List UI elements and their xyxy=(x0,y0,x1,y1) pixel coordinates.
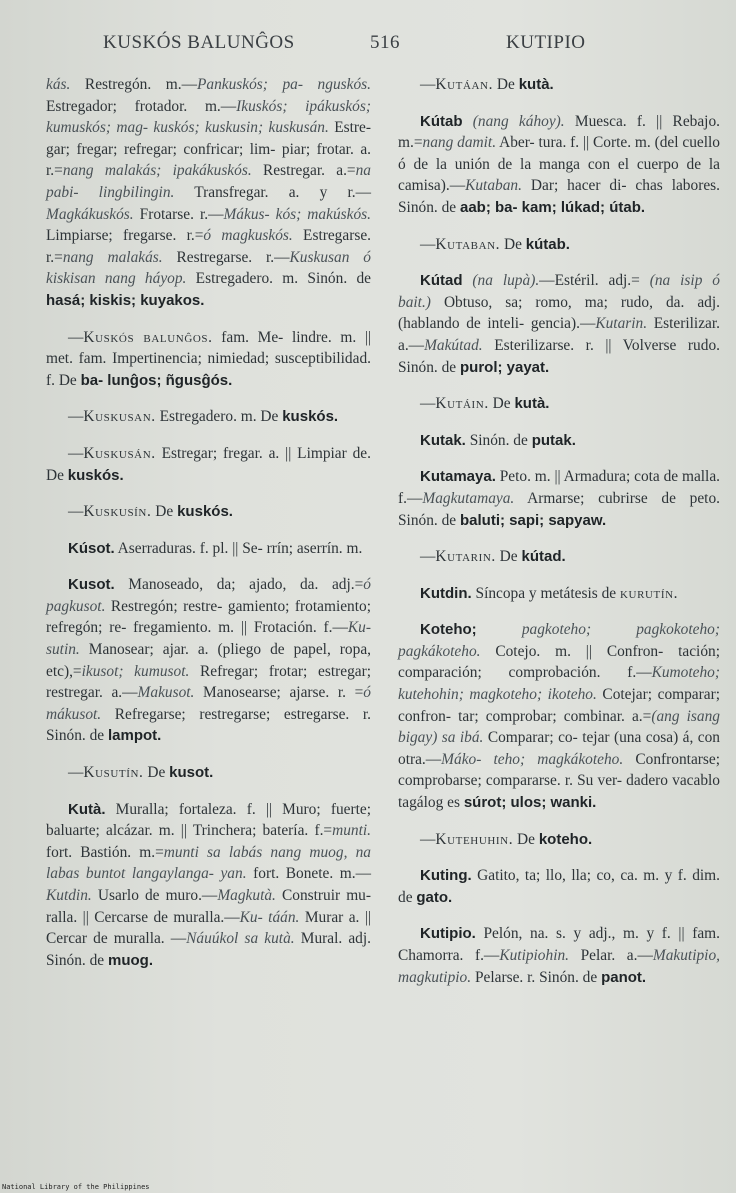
entry-kuta: Kutà. Muralla; fortaleza. f. || Muro; fuerte; baluarte; alcázar. m. || Trinchera; batería. f.=munti. fort. Bastión. m.=munti sa labás nang muog, na labas buntot langaylanga- yan. fort. Bonete. m.—Kutdin. Usarlo de muro.—Magkutà. Construir mu- ralla. || Cercarse de muralla.—Ku- táán. Murar a. || Cercar de muralla. —Náuúkol sa kutà. Mural. adj. Sinón. de muog. xyxy=(46,800,372,969)
entry-kutaan: —Kutáan. De kutà. xyxy=(420,76,554,93)
header-left-guideword: KUSKÓS BALUNĜOS xyxy=(103,32,295,53)
entry-kuskusan: —Kuskusan. Estregadero. m. De kuskós. xyxy=(68,408,339,426)
entry-kuskos-balungos: —Kuskós balunĝos. fam. Me- lindre. m. || met. fam. Impertinencia; nimiedad; susceptibilidad. f. De ba- lunĝos; ñgusĝós. xyxy=(46,328,371,389)
entry-koteho: Koteho; pagkoteho; pagkokoteho; pagkákoteho. Cotejo. m. || Confron- tación; comparación; comprobación. f.—Kumoteho; kutehohin; magkoteho; ikoteho. Cotejar; comparar; confron- tar; comprobar; combinar. a.=(ang isang bigay) sa ibá. Comparar; co- tejar (una cosa) á, con otra.—Máko- teho; magkákoteho. Confrontarse; comprobarse; compararse. r. Su ver- dadero vacablo tagálog es súrot; ulos; wanki. xyxy=(398,621,720,812)
entry-kutak: Kutak. Sinón. de putak. xyxy=(420,431,576,449)
header-right-guideword: KUTIPIO xyxy=(506,32,586,53)
entry-kutab: Kútab (nang káhoy). Muesca. f. || Rebajo. m.=nang damit. Aber- tura. f. || Corte. m. (del cuello ó de la unión de la manga con el cuerpo de la camisa).—Kutaban. Dar; hacer di- chas labores. Sinón. de aab; ba- kam; lúkad; útab. xyxy=(398,112,720,216)
entry-kuting: Kuting. Gatito, ta; llo, lla; co, ca. m. y f. dim. de gato. xyxy=(398,867,720,906)
entry-kutehuhin: —Kutehuhin. De koteho. xyxy=(420,830,593,848)
library-credit: National Library of the Philippines xyxy=(2,1183,150,1191)
entry-kusot: Kusot. Manoseado, da; ajado, da. adj.=ó pagkusot. Restregón; restre- gamiento; frotamiento; refregón; re- fregamiento. m. || Frotación. f.—Ku- sutin. Manosear; ajar. a. (pliego de papel, ropa, etc),=ikusot; kumusot. Refregar; frotar; estregar; restregar. a.—Makusot. Manosearse; ajarse. r. =ó mákusot. Refregarse; restregarse; estregarse. r. Sinón. de lampot. xyxy=(46,576,371,745)
entry-kutarin: —Kutarin. De kútad. xyxy=(420,548,566,566)
entry-kutaban: —Kutaban. De kútab. xyxy=(420,235,570,253)
entry-kutamaya: Kutamaya. Peto. m. || Armadura; cota de malla. f.—Magkutamaya. Armarse; cubrirse de peto. Sinón. de baluti; sapi; sapyaw. xyxy=(398,468,721,529)
entry-kuskusin: —Kuskusín. De kuskós. xyxy=(68,503,233,521)
entry-kutain: —Kutáin. De kutà. xyxy=(420,395,550,413)
entry-kusutin: —Kusutín. De kusot. xyxy=(68,764,214,782)
entry-kutipio: Kutipio. Pelón, na. s. y adj., m. y f. || fam. Chamorra. f.—Kutipiohin. Pelar. a.—Makutipio, magkutipio. Pelarse. r. Sinón. de panot. xyxy=(398,925,720,986)
entry-kuskos-continued: kás. Restregón. m.—Pankuskós; pa- nguskós. Estregador; frotador. m.—Ikuskós; ipákuskós; kumuskós; mag- kuskós; kuskusin; kuskusán. Estre- gar; fregar; refregar; confricar; lim- piar; frotar. a. r.=nang malakás; ipakákuskós. Restregar. a.=na pabi- lingbilingin. Transfregar. a. y r.—Magkákuskós. Frotarse. r.—Mákus- kós; makúskós. Limpiarse; fregarse. r.=ó magkuskós. Estregarse. r.=nang malakás. Restregarse. r.—Kuskusan ó kiskisan nang háyop. Estregadero. m. Sinón. de hasá; kiskis; kuyakos. xyxy=(46,76,372,309)
right-column xyxy=(398,74,720,1003)
entry-kusot-accented: Kúsot. Aserraduras. f. pl. || Se- rrín; aserrín. m. xyxy=(68,539,363,557)
page-number: 516 xyxy=(370,32,400,53)
left-column xyxy=(46,74,371,986)
running-header xyxy=(0,32,736,56)
entry-kutad: Kútad (na lupà).—Estéril. adj.= (na isip ó bait.) Obtuso, sa; romo, ma; rudo, da. adj. (hablando de inteli- gencia).—Kutarin. Esterilizar. a.—Makútad. Esterilizarse. r. || Volverse rudo. Sinón. de purol; yayat. xyxy=(398,272,720,376)
entry-kutdin: Kutdin. Síncopa y metátesis de kurutín. xyxy=(420,584,679,602)
entry-kuskusan-accented: —Kuskusán. Estregar; fregar. a. || Limpiar de. De kuskós. xyxy=(46,444,371,484)
